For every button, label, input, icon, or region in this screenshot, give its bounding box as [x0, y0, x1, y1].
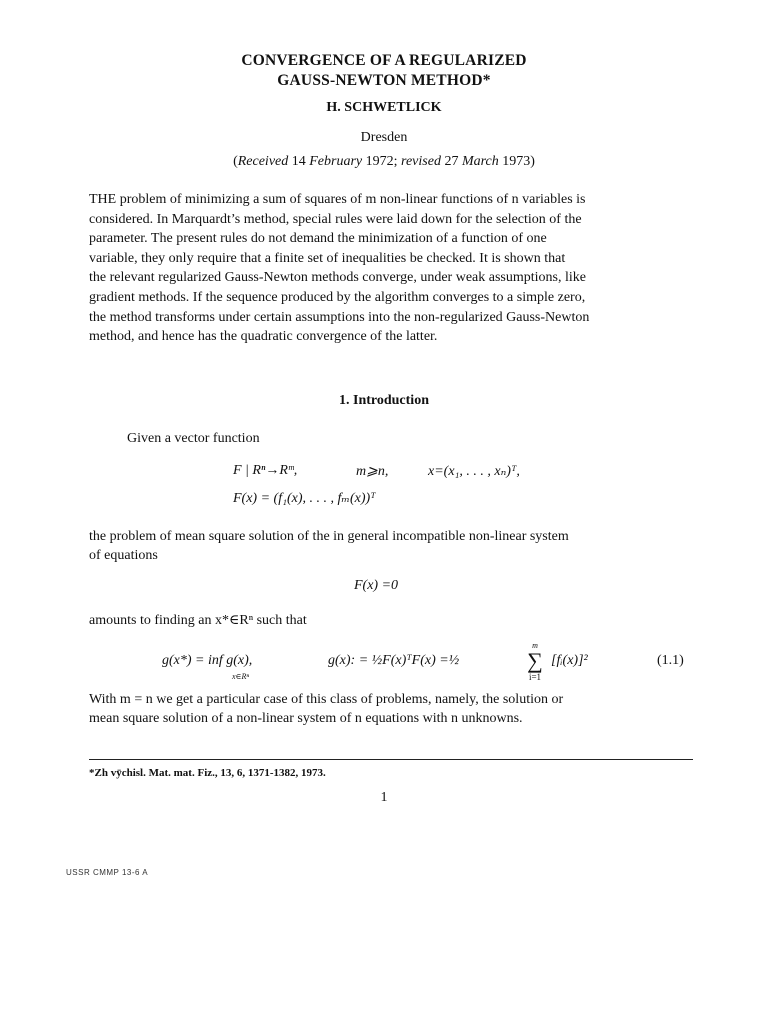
intro-text: Given a vector function: [127, 431, 260, 446]
print-mark: USSR CMMP 13-6 A: [66, 868, 149, 877]
paragraph-4-line-2: mean square solution of a non-linear system of n equations with n unknowns.: [89, 711, 523, 726]
abstract-line: gradient methods. If the sequence produced by the algorithm converges to a simple zero,: [89, 289, 586, 305]
formula-vector-x: x=(x₁, . . . , xₙ)ᵀ,: [428, 464, 520, 479]
summation-lower-limit: i=1: [528, 672, 542, 682]
abstract-line: THE problem of minimizing a sum of squares of m non-linear functions of n variables is: [89, 192, 586, 207]
abstract-line: parameter. The present rules do not demand the minimization of a function of one: [89, 231, 547, 247]
abstract-line: the relevant regularized Gauss-Newton methods converge, under weak assumptions, like: [89, 270, 586, 286]
summation-sign: ∑: [527, 648, 543, 673]
formula-system: F(x) =0: [354, 578, 399, 593]
revised-year: 1973): [498, 154, 535, 169]
received-day: 14: [288, 154, 310, 169]
received-label: Received: [237, 154, 289, 169]
abstract-line: variable, they only require that a finite set of inequalities be checked. It is shown that: [89, 250, 566, 266]
equation-number: (1.1): [657, 653, 684, 668]
paper-title-line-1: CONVERGENCE OF A REGULARIZED: [241, 52, 527, 69]
equation-left: g(x*) = inf g(x),: [162, 653, 253, 668]
footnote-divider: [89, 759, 693, 760]
author-affiliation: Dresden: [360, 130, 408, 145]
abstract: [89, 190, 681, 347]
received-year: 1972;: [362, 154, 402, 169]
revised-month: March: [461, 154, 499, 169]
author-name: H. SCHWETLICK: [326, 100, 442, 115]
revised-label: revised: [401, 154, 441, 169]
page-number: 1: [380, 790, 388, 805]
formula-dimension: m⩾n,: [356, 464, 389, 479]
abstract-line: method, and hence has the quadratic convergence of the latter.: [89, 329, 438, 345]
paragraph-3: amounts to finding an x*∈Rⁿ such that: [89, 613, 307, 628]
equation-inf-subscript: x∈Rⁿ: [232, 672, 249, 681]
paper-title-line-2: GAUSS-NEWTON METHOD*: [277, 72, 491, 89]
formula-mapping: F | Rⁿ→Rᵐ,: [233, 463, 298, 478]
equation-right: g(x): = ½F(x)ᵀF(x) =½: [328, 653, 460, 668]
formula-vector-f: F(x) = (f₁(x), . . . , fₘ(x))ᵀ: [233, 491, 376, 506]
abstract-line: considered. In Marquardt’s method, special rules were laid down for the selection of the: [89, 211, 582, 227]
received-month: February: [309, 154, 363, 169]
revised-day: 27: [440, 154, 462, 169]
paragraph-2-line-2: of equations: [89, 548, 158, 563]
footnote: *Zh vȳchisl. Mat. mat. Fiz., 13, 6, 1371-1382, 1973.: [89, 767, 326, 779]
summation-upper-limit: m: [532, 641, 538, 650]
section-heading: 1. Introduction: [339, 393, 429, 408]
equation-summand: [fᵢ(x)]²: [551, 653, 588, 668]
paragraph-2-line-1: the problem of mean square solution of the in general incompatible non-linear system: [89, 529, 569, 544]
summation-symbol: [523, 641, 547, 691]
paragraph-4-line-1: With m = n we get a particular case of this class of problems, namely, the solution or: [89, 692, 564, 707]
received-open: (: [233, 154, 238, 169]
received-dates: [0, 154, 768, 170]
abstract-line: the method transforms under certain assumptions into the non-regularized Gauss-Newton: [89, 309, 590, 325]
